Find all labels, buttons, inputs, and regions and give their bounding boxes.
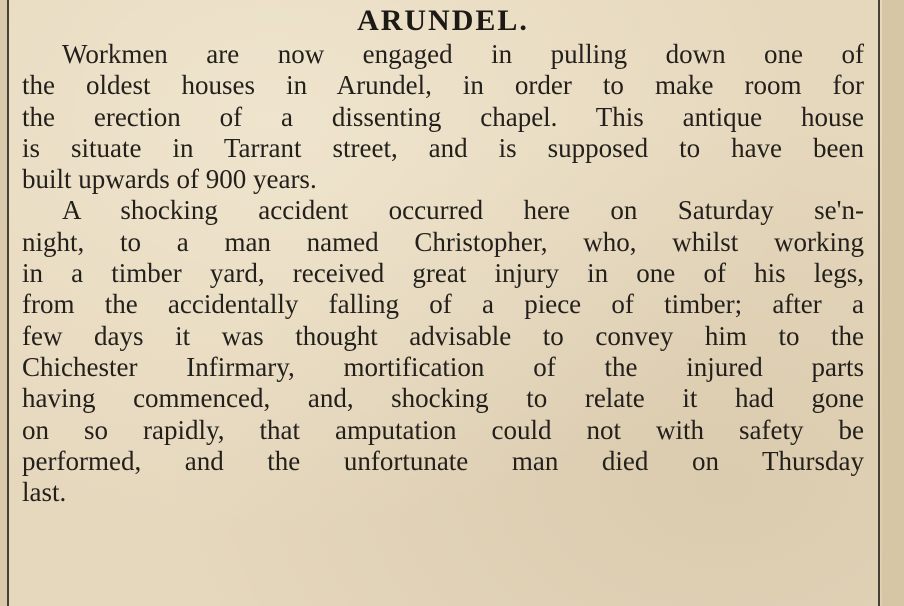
- paragraph-2-line: last.: [22, 477, 67, 508]
- paragraph-2-line: performed, and the unfortunate man died on Thursday: [22, 445, 864, 476]
- paragraph-1-line: the erection of a dissenting chapel. This antique house: [22, 101, 864, 132]
- paragraph-1-line: built upwards of 900 years.: [22, 164, 317, 195]
- paragraph-2-line: having commenced, and, shocking to relate it had gone: [22, 383, 864, 414]
- right-column-rule: [878, 0, 880, 606]
- article-headline: ARUNDEL.: [357, 4, 529, 37]
- left-margin: [0, 0, 7, 606]
- paragraph-2-line: Chichester Infirmary, mortification of the injured parts: [22, 351, 864, 382]
- paragraph-1: [22, 39, 864, 195]
- paragraph-2-line: night, to a man named Christopher, who, whilst working: [22, 226, 864, 257]
- paragraph-2-line: from the accidentally falling of a piece of timber; after a: [22, 289, 864, 320]
- article: [22, 4, 864, 508]
- paragraph-1-line: the oldest houses in Arundel, in order to make room for: [22, 70, 864, 101]
- right-margin: [882, 0, 904, 606]
- paragraph-1-line: is situate in Tarrant street, and is supposed to have been: [22, 132, 864, 163]
- paragraph-2-line: few days it was thought advisable to convey him to the: [22, 320, 864, 351]
- paragraph-2-line: on so rapidly, that amputation could not with safety be: [22, 414, 864, 445]
- paragraph-1-line: Workmen are now engaged in pulling down one of: [62, 39, 864, 69]
- paragraph-2-line: in a timber yard, received great injury in one of his legs,: [22, 258, 864, 289]
- paragraph-2-line: A shocking accident occurred here on Saturday se'n-: [62, 195, 864, 226]
- left-column-rule: [7, 0, 9, 606]
- paragraph-2: [22, 195, 864, 508]
